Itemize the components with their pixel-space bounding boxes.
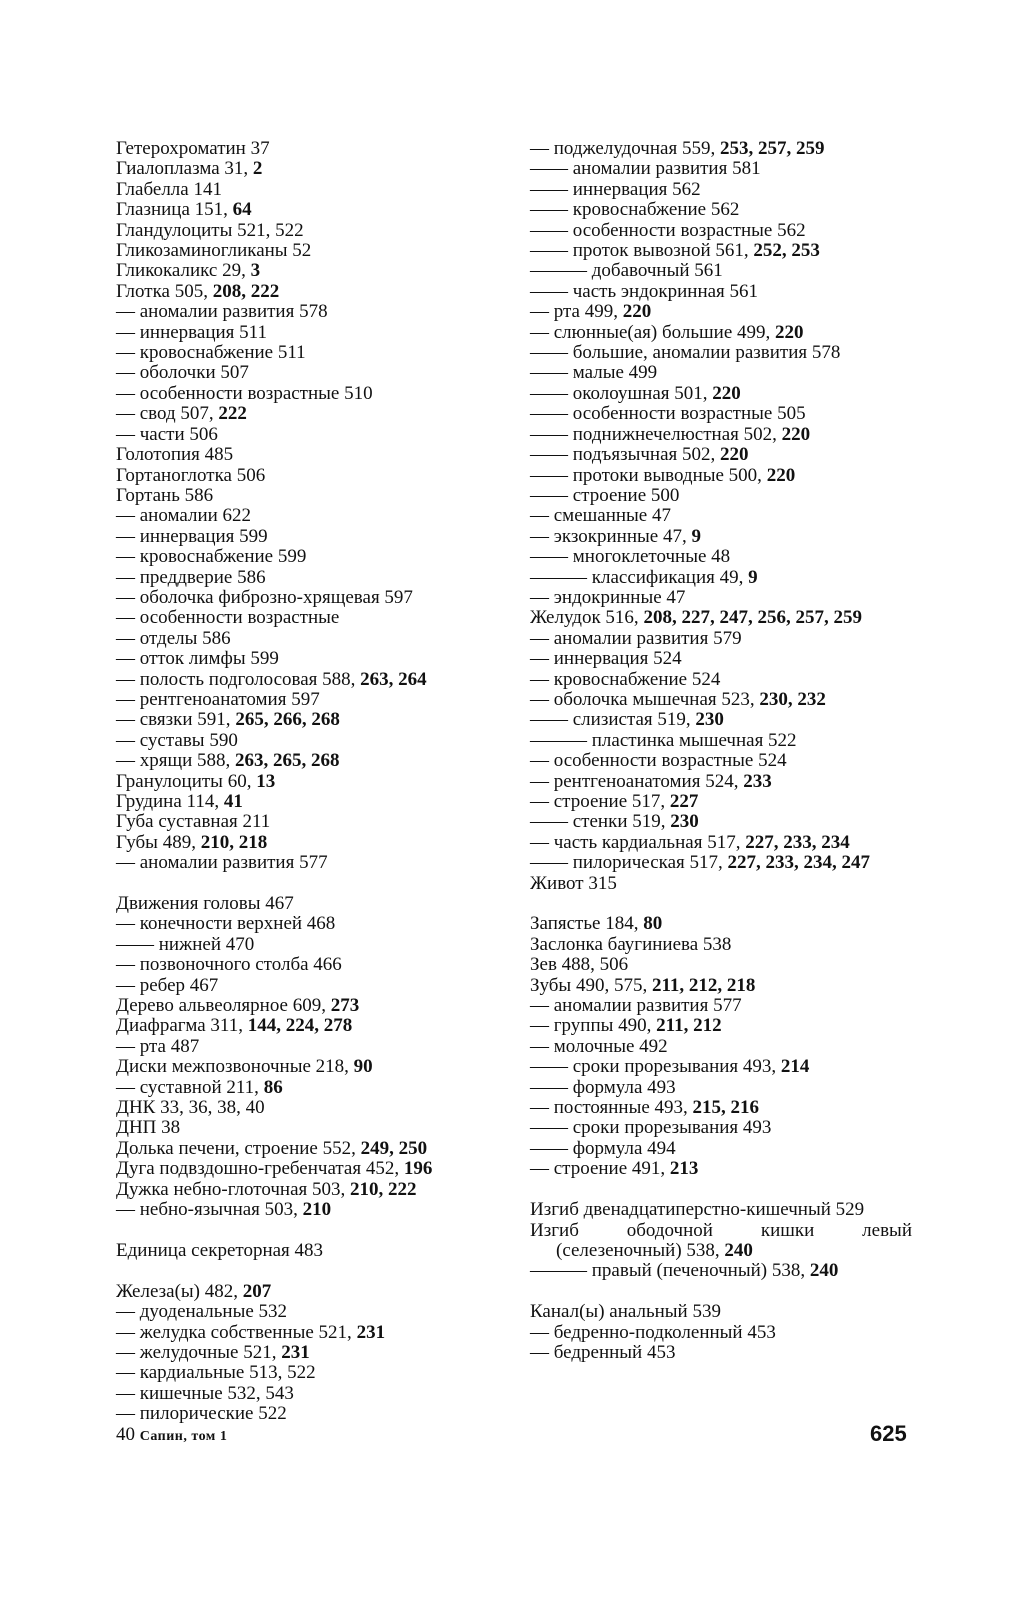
index-entry <box>116 282 496 302</box>
entry-text: — рентгеноанатомия 597 <box>116 688 320 710</box>
entry-text: — кровоснабжение 599 <box>116 546 307 568</box>
index-entry <box>116 1057 496 1077</box>
index-entry <box>116 772 496 792</box>
index-entry <box>116 1180 496 1200</box>
index-entry <box>530 159 912 179</box>
index-entry <box>116 404 496 424</box>
index-entry <box>116 914 496 934</box>
entry-text: — особенности возрастные 510 <box>116 382 373 404</box>
index-entry <box>116 221 496 241</box>
index-entry <box>530 690 912 710</box>
entry-text: Изгиб ободочной кишки левый (селезеночный) 538, <box>530 1219 912 1261</box>
entry-text: Долька печени, строение 552, <box>116 1137 361 1159</box>
index-entry <box>116 710 496 730</box>
entry-figure-refs: 210, 218 <box>200 831 268 853</box>
entry-text: — кровоснабжение 524 <box>530 668 721 690</box>
index-entry <box>116 935 496 955</box>
index-entry <box>530 914 912 934</box>
entry-text: — дуоденальные 532 <box>116 1301 288 1323</box>
entry-figure-refs: 13 <box>256 770 276 792</box>
entry-text: — смешанные 47 <box>530 505 671 527</box>
index-entry <box>116 180 496 200</box>
index-entry <box>530 649 912 669</box>
index-entry <box>530 608 912 628</box>
entry-text: —— особенности возрастные 562 <box>530 219 806 241</box>
index-entry <box>116 833 496 853</box>
entry-text: — оболочки 507 <box>116 362 249 384</box>
entry-text: — оболочка фиброзно-хрящевая 597 <box>116 586 413 608</box>
entry-text: Изгиб двенадцатиперстно-кишечный 529 <box>530 1199 865 1221</box>
index-entry <box>116 527 496 547</box>
entry-figure-refs: 265, 266, 268 <box>235 709 340 731</box>
index-entry <box>116 1363 496 1383</box>
entry-text: Губа суставная 211 <box>116 811 271 833</box>
index-entry <box>116 1200 496 1220</box>
index-entry <box>530 1200 912 1220</box>
entry-gap <box>116 1261 496 1281</box>
entry-text: Единица секреторная 483 <box>116 1239 324 1261</box>
entry-figure-refs: 220 <box>766 464 796 486</box>
entry-text: Зев 488, 506 <box>530 954 629 976</box>
entry-text: —— поднижнечелюстная 502, <box>530 423 782 445</box>
index-entry <box>530 241 912 261</box>
index-entry <box>116 1118 496 1138</box>
entry-text: —— кровоснабжение 562 <box>530 199 740 221</box>
index-entry <box>530 1323 912 1343</box>
entry-text: —— протоки выводные 500, <box>530 464 767 486</box>
index-entry <box>116 670 496 690</box>
entry-text: —— малые 499 <box>530 362 658 384</box>
index-entry <box>530 363 912 383</box>
entry-text: Движения головы 467 <box>116 893 294 915</box>
entry-text: — конечности верхней 468 <box>116 913 336 935</box>
entry-text: — суставы 590 <box>116 729 238 751</box>
entry-figure-refs: 144, 224, 278 <box>247 1015 353 1037</box>
entry-text: — часть кардиальная 517, <box>530 831 746 853</box>
entry-figure-refs: 41 <box>223 791 243 812</box>
entry-text: ——— пластинка мышечная 522 <box>530 729 797 751</box>
index-entry <box>116 486 496 506</box>
index-entry <box>116 588 496 608</box>
index-entry <box>530 874 912 894</box>
index-entry <box>116 466 496 486</box>
index-entry <box>530 629 912 649</box>
index-entry <box>530 710 912 730</box>
entry-figure-refs: 227, 233, 234 <box>745 831 850 853</box>
entry-text: Гландулоциты 521, 522 <box>116 219 304 241</box>
entry-text: Дерево альвеолярное 609, <box>116 995 331 1017</box>
index-entry <box>530 261 912 281</box>
entry-gap <box>530 894 912 914</box>
index-entry <box>116 139 496 159</box>
index-entry <box>530 935 912 955</box>
entry-text: ДНП 38 <box>116 1117 181 1139</box>
entry-text: Диски межпозвоночные 218, <box>116 1056 354 1078</box>
index-entry <box>530 772 912 792</box>
index-entry <box>530 425 912 445</box>
index-entry <box>530 1098 912 1118</box>
entry-text: — желудка собственные 521, <box>116 1321 357 1343</box>
entry-text: —— большие, аномалии развития 578 <box>530 342 841 364</box>
entry-figure-refs: 231 <box>281 1341 310 1363</box>
entry-gap <box>530 1282 912 1302</box>
index-entry <box>116 853 496 873</box>
index-entry <box>116 1302 496 1322</box>
index-entry <box>116 363 496 383</box>
entry-text: Желудок 516, <box>530 607 644 629</box>
index-entry <box>116 731 496 751</box>
entry-text: — части 506 <box>116 423 218 445</box>
index-entry <box>530 976 912 996</box>
entry-text: Запястье 184, <box>530 913 644 935</box>
entry-figure-refs: 215, 216 <box>692 1097 760 1119</box>
entry-text: Грудина 114, <box>116 791 224 812</box>
index-entry <box>116 1282 496 1302</box>
entry-text: Глотка 505, <box>116 280 213 302</box>
entry-figure-refs: 2 <box>252 158 263 180</box>
entry-text: — аномалии развития 577 <box>116 852 328 874</box>
entry-text: —— формула 494 <box>530 1137 676 1159</box>
entry-text: Диафрагма 311, <box>116 1015 248 1037</box>
index-entry <box>116 384 496 404</box>
entry-text: — кровоснабжение 511 <box>116 342 306 364</box>
index-entry <box>530 1016 912 1036</box>
entry-figure-refs: 240 <box>809 1260 839 1282</box>
entry-text: Канал(ы) анальный 539 <box>530 1301 721 1323</box>
entry-text: — особенности возрастные 524 <box>530 750 787 772</box>
entry-text: — бедренно-подколенный 453 <box>530 1321 776 1343</box>
index-entry <box>530 1139 912 1159</box>
entry-figure-refs: 86 <box>263 1076 283 1098</box>
entry-text: —— формула 493 <box>530 1076 676 1098</box>
entry-text: —— строение 500 <box>530 484 680 506</box>
entry-text: — связки 591, <box>116 709 236 731</box>
index-entry <box>116 1016 496 1036</box>
entry-text: Гетерохроматин 37 <box>116 138 270 159</box>
entry-text: —— слизистая 519, <box>530 709 696 731</box>
index-entry <box>530 506 912 526</box>
entry-figure-refs: 9 <box>691 525 701 547</box>
entry-text: — пилорические 522 <box>116 1403 287 1425</box>
index-entry <box>530 955 912 975</box>
index-entry <box>116 1098 496 1118</box>
index-entry <box>530 1037 912 1057</box>
signature-number: 40 <box>116 1424 135 1445</box>
entry-text: — бедренный 453 <box>530 1341 676 1363</box>
index-entry <box>530 751 912 771</box>
index-entry <box>530 853 912 873</box>
entry-text: — кишечные 532, 543 <box>116 1382 294 1404</box>
entry-text: — экзокринные 47, <box>530 525 692 547</box>
entry-figure-refs: 210, 222 <box>350 1178 417 1200</box>
entry-text: Гликокаликс 29, <box>116 260 251 282</box>
index-entry <box>530 1302 912 1322</box>
index-entry <box>116 1343 496 1363</box>
index-column-right <box>530 139 912 1363</box>
entry-text: — преддверие 586 <box>116 566 266 588</box>
entry-text: — оболочка мышечная 523, <box>530 688 760 710</box>
entry-text: Гранулоциты 60, <box>116 770 257 792</box>
entry-figure-refs: 9 <box>748 566 758 588</box>
entry-figure-refs: 252, 253 <box>753 240 820 262</box>
entry-text: — иннервация 524 <box>530 648 682 670</box>
entry-text: — строение 517, <box>530 791 670 812</box>
entry-text: —— сроки прорезывания 493 <box>530 1117 772 1139</box>
entry-text: Глазница 151, <box>116 199 233 221</box>
index-entry <box>530 1261 912 1281</box>
index-entry <box>530 812 912 832</box>
entry-figure-refs: 211, 212 <box>656 1015 722 1037</box>
entry-text: Губы 489, <box>116 831 201 853</box>
entry-figure-refs: 210 <box>302 1199 332 1221</box>
entry-figure-refs: 227, 233, 234, 247 <box>727 852 870 874</box>
entry-text: —— проток вывозной 561, <box>530 240 754 262</box>
entry-text: ——— правый (печеночный) 538, <box>530 1260 810 1282</box>
entry-text: ——— добавочный 561 <box>530 260 723 282</box>
entry-text: —— особенности возрастные 505 <box>530 403 806 425</box>
index-entry <box>530 996 912 1016</box>
entry-figure-refs: 222 <box>218 403 247 425</box>
index-entry <box>116 200 496 220</box>
index-entry <box>530 1057 912 1077</box>
page-number: 625 <box>870 1421 907 1446</box>
index-entry <box>116 547 496 567</box>
entry-text: — рта 499, <box>530 301 623 323</box>
entry-text: — желудочные 521, <box>116 1341 282 1363</box>
index-entry <box>116 1159 496 1179</box>
entry-text: — строение 491, <box>530 1158 670 1180</box>
entry-text: — небно-язычная 503, <box>116 1199 303 1221</box>
entry-text: — кардиальные 513, 522 <box>116 1362 316 1384</box>
index-entry <box>530 527 912 547</box>
entry-text: — полость подголосовая 588, <box>116 668 361 690</box>
index-entry <box>116 568 496 588</box>
entry-figure-refs: 230 <box>670 811 699 833</box>
entry-text: —— пилорическая 517, <box>530 852 728 874</box>
entry-text: — аномалии развития 578 <box>116 301 328 323</box>
entry-text: Гортаноглотка 506 <box>116 464 266 486</box>
entry-figure-refs: 208, 222 <box>212 280 280 302</box>
index-entry <box>530 1118 912 1138</box>
index-entry <box>530 1343 912 1363</box>
index-entry <box>116 894 496 914</box>
entry-figure-refs: 253, 257, 259 <box>719 138 825 159</box>
index-entry <box>530 343 912 363</box>
index-entry <box>530 384 912 404</box>
entry-text: —— иннервация 562 <box>530 178 701 200</box>
entry-text: Заслонка баугиниева 538 <box>530 933 732 955</box>
index-entry <box>530 1159 912 1179</box>
index-entry <box>530 302 912 322</box>
index-entry <box>530 404 912 424</box>
entry-text: — группы 490, <box>530 1015 657 1037</box>
entry-text: Зубы 490, 575, <box>530 974 652 996</box>
entry-figure-refs: 231 <box>356 1321 386 1343</box>
entry-text: — рентгеноанатомия 524, <box>530 770 744 792</box>
entry-figure-refs: 213 <box>669 1158 699 1180</box>
entry-text: Глабелла 141 <box>116 178 222 200</box>
entry-gap <box>530 1180 912 1200</box>
entry-figure-refs: 3 <box>250 260 261 282</box>
index-entry <box>116 812 496 832</box>
entry-figure-refs: 220 <box>712 382 741 404</box>
index-entry <box>116 343 496 363</box>
index-entry <box>530 221 912 241</box>
entry-text: Дужка небно-глоточная 503, <box>116 1178 350 1200</box>
entry-text: —— околоушная 501, <box>530 382 713 404</box>
index-entry <box>530 588 912 608</box>
entry-text: Живот 315 <box>530 872 617 894</box>
entry-figure-refs: 211, 212, 218 <box>651 974 756 996</box>
entry-text: — отток лимфы 599 <box>116 648 279 670</box>
entry-text: — постоянные 493, <box>530 1097 693 1119</box>
index-entry <box>116 1078 496 1098</box>
entry-figure-refs: 233 <box>743 770 772 792</box>
entry-text: — рта 487 <box>116 1035 200 1057</box>
entry-text: —— аномалии развития 581 <box>530 158 761 180</box>
entry-text: — молочные 492 <box>530 1035 668 1057</box>
index-entry <box>116 608 496 628</box>
index-entry <box>116 302 496 322</box>
signature-mark <box>116 1424 227 1446</box>
index-entry <box>530 200 912 220</box>
index-entry <box>530 547 912 567</box>
entry-text: — свод 507, <box>116 403 219 425</box>
index-entry <box>530 466 912 486</box>
index-entry <box>530 833 912 853</box>
index-entry <box>116 629 496 649</box>
index-column-left <box>116 139 496 1425</box>
entry-figure-refs: 90 <box>353 1056 373 1078</box>
signature-text: Сапин, том 1 <box>139 1429 228 1444</box>
index-entry <box>116 649 496 669</box>
index-entry <box>530 180 912 200</box>
index-entry <box>116 1139 496 1159</box>
index-entry <box>530 139 912 159</box>
entry-text: — суставной 211, <box>116 1076 264 1098</box>
index-entry <box>116 261 496 281</box>
entry-text: — аномалии 622 <box>116 505 252 527</box>
index-entry <box>116 1384 496 1404</box>
index-entry <box>116 1241 496 1261</box>
entry-figure-refs: 220 <box>775 321 804 343</box>
index-entry <box>530 568 912 588</box>
index-entry <box>530 1221 912 1262</box>
entry-text: — эндокринные 47 <box>530 586 686 608</box>
index-entry <box>116 1037 496 1057</box>
entry-figure-refs: 227 <box>669 791 699 812</box>
entry-figure-refs: 263, 265, 268 <box>235 750 340 772</box>
entry-text: Голотопия 485 <box>116 444 234 466</box>
index-entry <box>530 486 912 506</box>
index-entry <box>530 445 912 465</box>
index-entry <box>116 425 496 445</box>
entry-text: Гортань 586 <box>116 484 214 506</box>
entry-text: — ребер 467 <box>116 974 219 996</box>
index-entry <box>116 751 496 771</box>
entry-figure-refs: 220 <box>720 444 749 466</box>
entry-figure-refs: 220 <box>781 423 811 445</box>
index-entry <box>530 1078 912 1098</box>
entry-text: — поджелудочная 559, <box>530 138 720 159</box>
index-entry <box>116 976 496 996</box>
entry-figure-refs: 263, 264 <box>360 668 427 690</box>
entry-text: Дуга подвздошно-гребенчатая 452, <box>116 1158 404 1180</box>
entry-text: — слюнные(ая) большие 499, <box>530 321 776 343</box>
entry-figure-refs: 64 <box>232 199 252 221</box>
entry-figure-refs: 230 <box>695 709 724 731</box>
index-entry <box>116 996 496 1016</box>
entry-text: —— многоклеточные 48 <box>530 546 731 568</box>
entry-figure-refs: 80 <box>643 913 663 935</box>
entry-text: —— часть эндокринная 561 <box>530 280 759 302</box>
index-entry <box>530 323 912 343</box>
entry-text: ДНК 33, 36, 38, 40 <box>116 1097 265 1119</box>
entry-text: ——— классификация 49, <box>530 566 749 588</box>
index-entry <box>116 241 496 261</box>
index-entry <box>116 690 496 710</box>
entry-text: —— подъязычная 502, <box>530 444 721 466</box>
index-entry <box>530 792 912 812</box>
entry-text: — особенности возрастные <box>116 607 340 629</box>
index-entry <box>530 282 912 302</box>
entry-text: — иннервация 599 <box>116 525 268 547</box>
index-entry <box>116 1323 496 1343</box>
index-entry <box>530 731 912 751</box>
index-entry <box>116 792 496 812</box>
entry-figure-refs: 249, 250 <box>360 1137 428 1159</box>
entry-text: — хрящи 588, <box>116 750 236 772</box>
entry-text: — аномалии развития 577 <box>530 995 742 1017</box>
entry-figure-refs: 230, 232 <box>759 688 826 710</box>
entry-text: —— стенки 519, <box>530 811 671 833</box>
entry-text: — аномалии развития 579 <box>530 627 742 649</box>
entry-text: — отделы 586 <box>116 627 231 649</box>
index-entry <box>116 1404 496 1424</box>
entry-text: Гликозаминогликаны 52 <box>116 240 312 262</box>
entry-text: —— сроки прорезывания 493, <box>530 1056 781 1078</box>
entry-figure-refs: 240 <box>724 1239 753 1261</box>
entry-figure-refs: 196 <box>403 1158 433 1180</box>
entry-text: — позвоночного столба 466 <box>116 954 342 976</box>
entry-figure-refs: 208, 227, 247, 256, 257, 259 <box>643 607 862 629</box>
entry-figure-refs: 220 <box>622 301 652 323</box>
entry-text: Железа(ы) 482, <box>116 1280 243 1302</box>
index-entry <box>116 159 496 179</box>
entry-text: Гиалоплазма 31, <box>116 158 253 180</box>
index-entry <box>116 323 496 343</box>
index-entry <box>530 670 912 690</box>
entry-figure-refs: 207 <box>242 1280 272 1302</box>
entry-gap <box>116 874 496 894</box>
entry-text: — иннервация 511 <box>116 321 267 343</box>
index-entry <box>116 955 496 975</box>
entry-figure-refs: 214 <box>780 1056 810 1078</box>
entry-figure-refs: 273 <box>330 995 360 1017</box>
entry-text: —— нижней 470 <box>116 933 255 955</box>
index-entry <box>116 506 496 526</box>
index-entry <box>116 445 496 465</box>
entry-gap <box>116 1221 496 1241</box>
